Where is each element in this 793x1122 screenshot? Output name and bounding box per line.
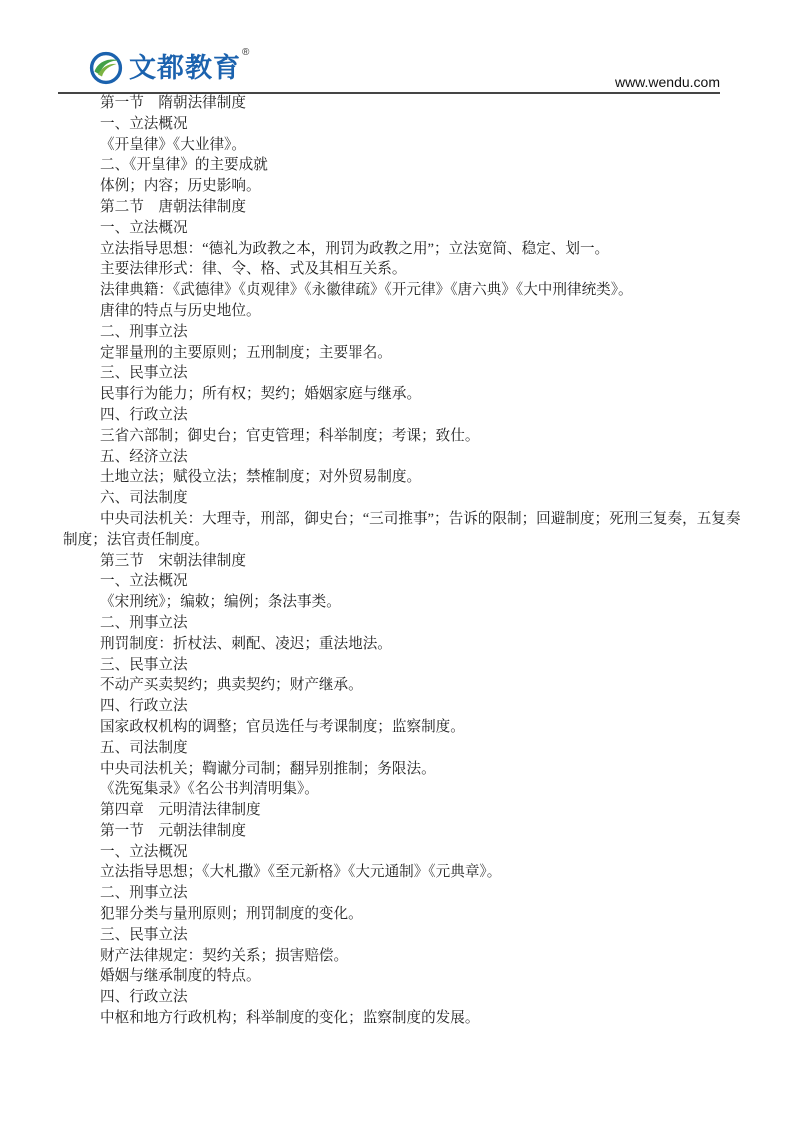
wendu-logo [88, 49, 249, 87]
text-line: 《开皇律》《大业律》。 [100, 136, 246, 153]
text-line: 第三节 宋朝法律制度 [100, 552, 246, 569]
text-line: 《宋刑统》；编敕；编例；条法事类。 [100, 594, 341, 611]
wendu-logo-icon [88, 50, 124, 86]
text-line: 一、立法概况 [100, 115, 188, 132]
website-url: www.wendu.com [614, 74, 720, 90]
text-line: 第一节 隋朝法律制度 [100, 95, 246, 111]
text-line: 六、司法制度 [100, 490, 188, 507]
text-line: 三、民事立法 [100, 656, 188, 673]
text-line: 制度；法官责任制度。 [63, 531, 209, 548]
text-line: 一、立法概况 [100, 843, 188, 860]
text-line: 国家政权机构的调整；官员选任与考课制度；监察制度。 [100, 718, 465, 735]
text-line: 三、民事立法 [100, 365, 188, 382]
text-line: 唐律的特点与历史地位。 [100, 302, 261, 319]
text-line: 三、民事立法 [100, 926, 188, 943]
text-line: 中央司法机关：大理寺，刑部，御史台；“三司推事”；告诉的限制；回避制度；死刑三复奏，五复奏 [100, 510, 741, 527]
text-line: 五、经济立法 [100, 448, 188, 465]
text-line: 二、刑事立法 [100, 614, 188, 631]
registered-trademark-symbol: ® [242, 47, 250, 58]
text-line: 不动产买卖契约；典卖契约；财产继承。 [100, 677, 363, 694]
text-line: 主要法律形式：律、令、格、式及其相互关系。 [100, 261, 407, 278]
text-line: 土地立法；赋役立法；禁榷制度；对外贸易制度。 [100, 469, 422, 486]
text-line: 中枢和地方行政机构；科举制度的变化；监察制度的发展。 [100, 1010, 480, 1027]
text-line: 一、立法概况 [100, 573, 188, 590]
text-line: 犯罪分类与量刑原则；刑罚制度的变化。 [100, 906, 363, 923]
document-body [63, 93, 758, 1029]
text-line: 第一节 元朝法律制度 [100, 822, 246, 839]
text-line: 立法指导思想：“德礼为政教之本，刑罚为政教之用”；立法宽简、稳定、划一。 [100, 240, 610, 257]
text-line: 中央司法机关；鞫谳分司制；翻异别推制；务限法。 [100, 760, 436, 777]
text-line: 四、行政立法 [100, 406, 188, 423]
text-line: 二、刑事立法 [100, 323, 188, 340]
brand-name: 文都教育 [129, 53, 241, 83]
text-line: 民事行为能力；所有权；契约；婚姻家庭与继承。 [100, 386, 422, 403]
text-line: 立法指导思想；《大札撒》《至元新格》《大元通制》《元典章》。 [100, 864, 502, 881]
text-line: 《洗冤集录》《名公书判清明集》。 [100, 781, 319, 798]
text-line: 财产法律规定：契约关系；损害赔偿。 [100, 947, 349, 964]
text-line: 定罪量刑的主要原则；五刑制度；主要罪名。 [100, 344, 392, 361]
text-line: 二、刑事立法 [100, 885, 188, 902]
text-line: 三省六部制；御史台；官吏管理；科举制度；考课；致仕。 [100, 427, 480, 444]
text-line: 二、《开皇律》的主要成就 [100, 157, 268, 174]
text-line: 一、立法概况 [100, 219, 188, 236]
text-line: 四、行政立法 [100, 698, 188, 715]
text-line: 第四章 元明清法律制度 [100, 802, 261, 819]
text-line: 法律典籍：《武德律》《贞观律》《永徽律疏》《开元律》《唐六典》《大中刑律统类》。 [100, 282, 633, 299]
text-line: 第二节 唐朝法律制度 [100, 198, 246, 215]
text-line: 四、行政立法 [100, 989, 188, 1006]
text-line: 五、司法制度 [100, 739, 188, 756]
text-line: 刑罚制度：折杖法、刺配、凌迟；重法地法。 [100, 635, 392, 652]
text-line: 婚姻与继承制度的特点。 [100, 968, 261, 985]
text-line: 体例；内容；历史影响。 [100, 178, 261, 195]
